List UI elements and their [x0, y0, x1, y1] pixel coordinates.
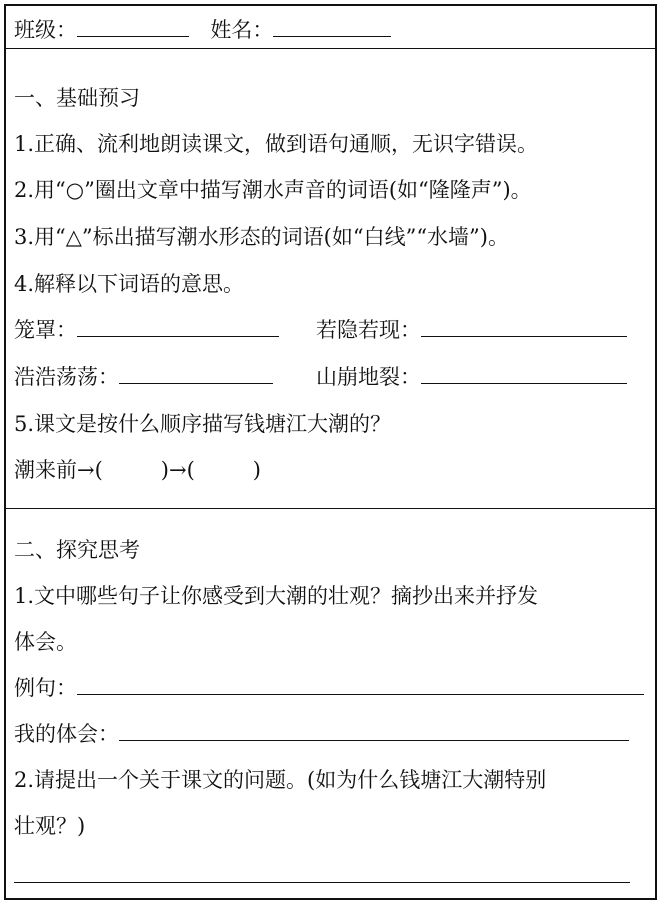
name-blank[interactable]: [273, 16, 391, 37]
example-label: 例句：: [14, 676, 77, 700]
word-row-3: [14, 363, 273, 391]
class-blank[interactable]: [77, 16, 189, 37]
word-blank[interactable]: [421, 316, 627, 337]
section2-q2-line1: 2.请提出一个关于课文的问题。(如为什么钱塘江大潮特别: [14, 768, 547, 792]
feeling-row: [14, 720, 629, 748]
section2-q2-line2: 壮观？): [14, 814, 86, 838]
section1-title: 一、基础预习: [14, 86, 140, 110]
word-label: 山崩地裂：: [316, 365, 421, 389]
sequence-row: [14, 456, 261, 484]
sequence-mid: )→(: [160, 458, 195, 482]
feeling-label: 我的体会：: [14, 722, 119, 746]
section2-title: 二、探究思考: [14, 538, 140, 562]
word-row-4: [316, 363, 627, 391]
name-label: 姓名：: [210, 18, 274, 42]
example-blank[interactable]: [77, 674, 644, 695]
header-divider: [6, 48, 655, 49]
word-row-1: [14, 316, 279, 344]
header-row: [14, 16, 391, 44]
word-blank[interactable]: [421, 363, 627, 384]
example-row: [14, 674, 644, 702]
class-label: 班级：: [14, 18, 77, 42]
section2-q1-line1: 1.文中哪些句子让你感受到大潮的壮观？摘抄出来并抒发: [14, 584, 539, 608]
feeling-blank[interactable]: [119, 720, 629, 741]
word-blank[interactable]: [119, 363, 273, 384]
worksheet: [4, 4, 657, 900]
sequence-end: ): [252, 458, 261, 482]
section1-item2: 2.用“○”圈出文章中描写潮水声音的词语(如“隆隆声”)。: [14, 178, 532, 202]
section1-item3: 3.用“△”标出描写潮水形态的词语(如“白线”“水墙”)。: [14, 225, 509, 249]
section1-item4: 4.解释以下词语的意思。: [14, 272, 245, 296]
word-label: 若隐若现：: [316, 318, 421, 342]
question-answer-line[interactable]: [14, 882, 630, 883]
section1-item5: 5.课文是按什么顺序描写钱塘江大潮的？: [14, 412, 392, 436]
word-label: 浩浩荡荡：: [14, 365, 119, 389]
word-label: 笼罩：: [14, 318, 77, 342]
section1-item1: 1.正确、流利地朗读课文，做到语句通顺，无识字错误。: [14, 132, 539, 156]
word-row-2: [316, 316, 627, 344]
section-divider: [6, 508, 655, 509]
word-blank[interactable]: [77, 316, 279, 337]
sequence-start: 潮来前→(: [14, 458, 103, 482]
section2-q1-line2: 体会。: [14, 630, 77, 654]
